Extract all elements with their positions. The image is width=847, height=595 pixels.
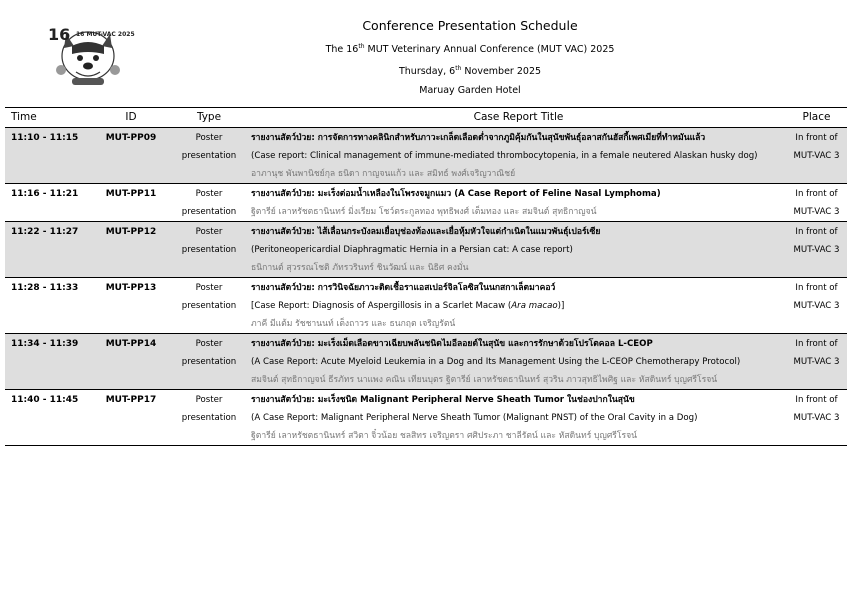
schedule-table [5,107,847,446]
conference-name: The 16th MUT Veterinary Annual Conference (MUT VAC) 2025 [325,43,615,56]
conference-date: Thursday, 6th November 2025 [398,65,542,78]
row-title [247,222,786,278]
row-place: In front of MUT-VAC 3 [793,395,840,423]
row-id: MUT-PP13 [105,283,157,293]
row-id: MUT-PP12 [105,227,157,237]
row-time: 11:10 - 11:15 [11,133,79,143]
title-english: (A Case Report: Malignant Peripheral Nerve Sheath Tumor (Malignant PNST) of the Oral Cavity in a Dog) [251,413,698,423]
column-header-time: Time [11,111,37,123]
row-id: MUT-PP17 [105,395,157,405]
row-place: In front of MUT-VAC 3 [793,133,840,161]
conference-logo [46,20,135,88]
row-place: In front of MUT-VAC 3 [793,227,840,255]
table-row [5,334,847,390]
row-type: Poster presentation [181,189,237,217]
schedule-header [220,18,720,100]
table-row [5,128,847,184]
title-thai: รายงานสัตว์ป่วย: ไส้เลื่อนกระบังลมเยื่อบุช่องท้องและเยื่อหุ้มหัวใจแต่กำเนิดในแมวพันธุ์เปอร์เซีย [251,227,601,237]
row-title [247,334,786,390]
row-place: In front of MUT-VAC 3 [793,189,840,217]
title-thai: รายงานสัตว์ป่วย: มะเร็งเม็ดเลือดขาวเฉียบพลันชนิดไมอีลอยด์ในสุนัข และการรักษาด้วยโปรโตคอล L-CEOP [251,339,653,349]
title-thai: รายงานสัตว์ป่วย: การวินิจฉัยภาวะติดเชื้อราแอสเปอร์จิลโลซิสในนกสกาเล็ตมาคอว์ [251,283,556,293]
title-english: (A Case Report: Acute Myeloid Leukemia in a Dog and Its Management Using the L-CEOP Chemotherapy Protocol) [251,357,741,367]
column-header-place: Place [802,111,831,123]
table-row [5,184,847,222]
title-english: [Case Report: Diagnosis of Aspergillosis in a Scarlet Macaw (Ara macao)] [251,301,565,311]
row-type: Poster presentation [181,283,237,311]
row-time: 11:34 - 11:39 [11,339,79,349]
row-time: 11:40 - 11:45 [11,395,79,405]
row-type: Poster presentation [181,339,237,367]
row-id: MUT-PP14 [105,339,157,349]
title-thai: รายงานสัตว์ป่วย: มะเร็งต่อมน้ำเหลืองในโพรงจมูกแมว (A Case Report of Feline Nasal Lymphoma) [251,189,661,199]
authors: ธนิกานต์ สุวรรณโชติ ภัทรวรินทร์ ชินวัฒน์ และ นิธิศ คงมั่น [251,263,469,273]
page-title: Conference Presentation Schedule [362,18,578,33]
row-type: Poster presentation [181,133,237,161]
table-row [5,222,847,278]
svg-text:16 MUT-VAC 2025: 16 MUT-VAC 2025 [76,31,135,38]
authors: ฐิตารีย์ เลาหรัชตธานินทร์ มิ่งเรียม โชว์ตระกูลทอง พุทธิพงศ์ เต็มทอง และ สมจินต์ สุทธิกาญจน์ [251,207,597,217]
authors: อาภานุช พันพานิชย์กุล ธนิดา กาญจนแก้ว และ สมิทธ์ พงศ์เจริญวาณิชย์ [251,169,516,179]
title-thai: รายงานสัตว์ป่วย: การจัดการทางคลินิกสำหรับภาวะเกล็ดเลือดต่ำจากภูมิคุ้มกันในสุนัขพันธุ์อลาสกันฮัสกี้เพศเมียที่ทำหมันแล้ว [251,133,706,143]
row-title [247,390,786,446]
authors: ภาคี มีแต้ม รัชชานนท์ เต็งถาวร และ ธนกฤต เจริญรัตน์ [251,319,456,329]
column-header-type: Type [196,111,222,123]
authors: สมจินต์ สุทธิกาญจน์ ธีรภัทร นาแพง คณิน เทียนบุตร ฐิตารีย์ เลาหรัชตธานินทร์ สุวริน ภาวสุทธิไพศิฐ และ หัสดินทร์ บุญศรีโรจน์ [251,375,718,385]
row-title [247,184,786,222]
svg-text:16: 16 [48,25,71,44]
column-header-title: Case Report Title [473,111,564,123]
row-time: 11:16 - 11:21 [11,189,79,199]
row-time: 11:22 - 11:27 [11,227,79,237]
title-english: (Case report: Clinical management of immune-mediated thrombocytopenia, in a female neutered Alaskan husky dog) [251,151,758,161]
authors: ฐิตารีย์ เลาหรัชตธานินทร์ สวิตา จิ๋วน้อย ชลสิทร เจริญตรา ศศิประภา ชาลีรัตน์ และ หัสดินทร์ บุญศรีโรจน์ [251,431,638,441]
row-place: In front of MUT-VAC 3 [793,283,840,311]
title-thai: รายงานสัตว์ป่วย: มะเร็งชนิด Malignant Peripheral Nerve Sheath Tumor ในช่องปากในสุนัข [251,395,635,405]
row-title [247,278,786,334]
row-time: 11:28 - 11:33 [11,283,79,293]
row-title [247,128,786,184]
row-type: Poster presentation [181,395,237,423]
row-type: Poster presentation [181,227,237,255]
row-id: MUT-PP09 [105,133,157,143]
table-row [5,390,847,446]
row-id: MUT-PP11 [105,189,157,199]
column-header-id: ID [125,111,137,123]
conference-venue: Maruay Garden Hotel [419,85,521,97]
title-english: (Peritoneopericardial Diaphragmatic Hernia in a Persian cat: A case report) [251,245,573,255]
table-header-row [5,108,847,128]
table-row [5,278,847,334]
row-place: In front of MUT-VAC 3 [793,339,840,367]
